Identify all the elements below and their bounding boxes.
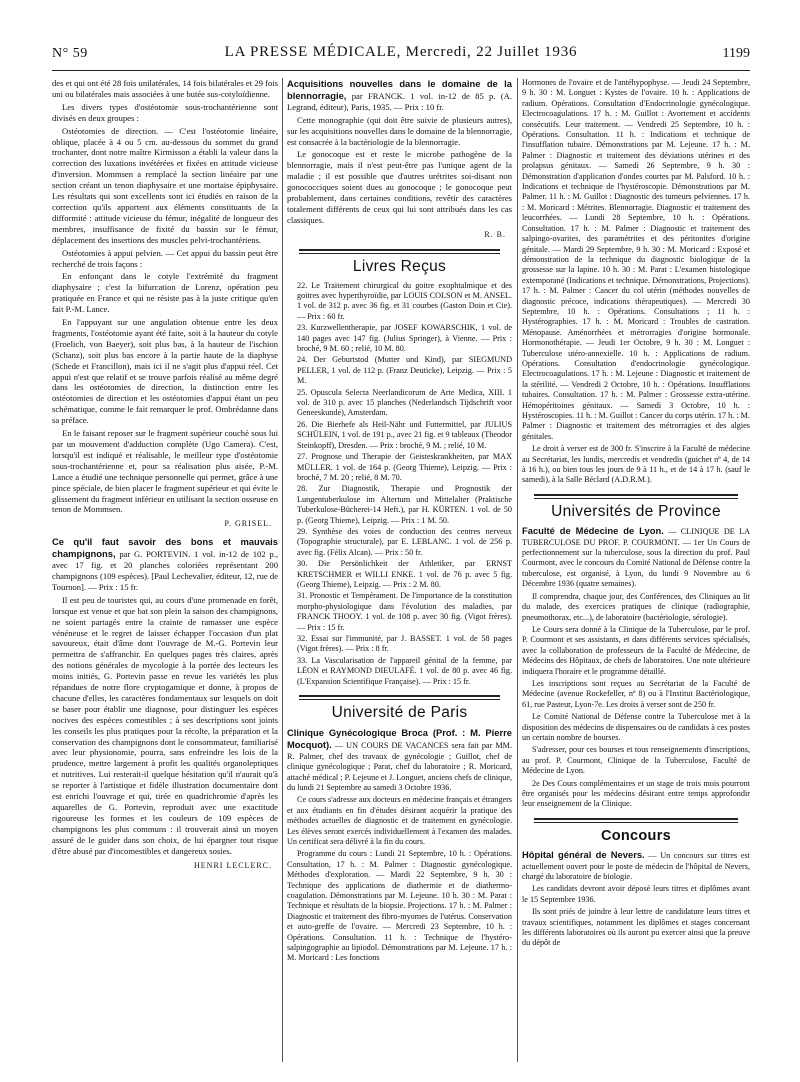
clinic-text: — UN COURS DE VACANCES sera fait par MM. R. Palmer, chef des travaux de gynécologie ; Guillot, chef de clinique gynécologique ; Parat, chef du laboratoire ; R. Moricard, attaché médical ; P. Lejeune et J. Longuet, anciens chefs de clinique, du lundi 21 Septembre au samedi 3 Octobre 1936. — [287, 741, 512, 792]
body-paragraph: Ostéotomies à appui pelvien. — Cet appui du bassin peut être recherché de trois façons : — [52, 247, 278, 269]
column-2 — [287, 78, 512, 1074]
body-paragraph: Il comprendra, chaque jour, des Conférences, des Cliniques au lit du malade, des exercices pratiques de clinique (radiographie, pneumothorax, etc...), de laboratoire (bactériologie, sérologie). — [522, 591, 750, 622]
body-paragraph: En enfonçant dans le cotyle l'extrémité du fragment diaphysaire ; c'est la bifurcation de Lorenz, opération peu pratiquée en France et qui ne résiste pas à la juste critique qu'en fait P.-M. Lance. — [52, 271, 278, 315]
book-entry: 26. Die Bierhefe als Heil-Nähr und Futtermittel, par JULIUS SCHÜLEIN, 1 vol. de 191 p., avec 21 fig. et 9 tableaux (Theodor Steinkopff), Dresden. — Prix : broché, 9 M. ; relié, 10 M. — [297, 419, 512, 450]
section-rule — [299, 249, 500, 254]
column-divider — [517, 78, 518, 1062]
book-entry: 24. Der Geburtstod (Mutter und Kind), par SIEGMUND PELLER, 1 vol. de 112 p. (Franz Deuticke), Leipzig. — Prix : 5 M. — [297, 355, 512, 386]
books-list — [287, 281, 512, 687]
journal-title: LA PRESSE MÉDICALE, Mercredi, 22 Juillet 1936 — [224, 44, 578, 60]
body-paragraph: des et qui ont été 28 fois unilatérales, 14 fois bilatérales et 29 fois uni ou bilatérales mais associées à une butée sus-cotyloïdienne. — [52, 78, 278, 99]
signature: R. B. — [484, 229, 506, 239]
body-paragraph: Il est peu de touristes qui, au cours d'une promenade en forêt, lorsque est venue et que bat son plein la saison des champignons, ne soient partagés entre la crainte de ramasser une espèce vénéneuse et le regret de laisser échapper l'occasion d'un plat savoureux, était d'âme dont l'ouvrage de M.-G. Portevin leur permettra de s'affranchir. En quelques pages très claires, après des notions générales de mycologie à la portée des lecteurs les moins initiés, G. Portevin passe en revue les variétés les plus répandues de notre flore cryptogamique et donne, à propos de chacune d'elles, les caractères fondamentaux sur lesquels on doit se baser pour établir une diagnose, pour distinguer les espèces nocives des espèces comestibles ; à ses descriptions sont joints les conseils les plus pratiques pour la récolte, la préparation et la conservation des champignons dont le consommateur, familiarisé avec leur physionomie, pourra, sans enfreindre les lois de la prudence, mettre largement à profit les qualités organoleptiques et nutritives. Lui resterait-il quelque hésitation qu'il n'aurait qu'à se reporter à l'artistique et fidèle illustration documentaire dont est enrichi l'ouvrage et qui, tirée en quadrichromie d'après les aquarelles de G. Portevin, reproduit avec une exactitude rigoureuse les formes et les couleurs de 109 espèces de champignons les plus communs : il trouverait ainsi un moyen assuré de le guider dans son choix, de lui épargner tout risque d'être abusé par d'incomestibles et dangereux sosies. — [52, 594, 278, 856]
body-paragraph: En le faisant reposer sur le fragment supérieur couché sous lui par un mouvement d'adduction complète (Ugo Camera). C'est, lorsqu'il est indiqué et réalisable, le meilleur type d'ostéotomie sous-trochantérienne et, pour sa réalisation plus aisée, P.-M. Lance a étudié une technique personnelle qui permet, grâce à une pince spéciale, de bien placer le fragment supérieur et qui évite le glissement du fragment inférieur en utilisant la section osseuse en tenon de Mommsen. — [52, 428, 278, 515]
faculty-announcement — [522, 525, 750, 589]
issue-number: N° 59 — [52, 46, 88, 61]
page-header — [52, 44, 750, 71]
book-entry: 23. Kurzwellentherapie, par JOSEF KOWARSCHIK, 1 vol. de 140 pages avec 147 fig. (Julius Springer), à Vienne. — Prix : broché, 9 M. 60 ; relié, 10 M. 80. — [297, 323, 512, 354]
review-reference: par G. PORTEVIN. 1 vol. in-12 de 102 p., avec 17 fig. et 20 planches coloriées représentant 200 champignons (109 espèces). [Paul Lechevalier, éditeur, 12, rue de Tournon]. — Prix : 15 fr. — [52, 549, 278, 592]
body-paragraph: 2e Des Cours complémentaires et un stage de trois mois pourront être organisés pour les médecins désirant entre temps approfondir leur enseignement de la Clinique. — [522, 778, 750, 809]
book-entry: 28. Zur Diagnostik, Therapie und Prognostik der Lungentuberkulose im Altertum und Mittelalter (Praktische Tuberkulose-Bücherei-14 Heft.), par H. KÜRTEN. 1 vol. de 50 p. (Georg Thieme), Leipzig. — Prix : 1 M. 50. — [297, 484, 512, 525]
body-paragraph: Hormones de l'ovaire et de l'antéhypophyse. — Jeudi 24 Septembre, 9 h. 30 : M. Longuet : Kystes de l'ovaire. 10 h. : Applications de radium. Opérations. Consultation d'Endocrinologie gynécologique. Electrocoagulations. 17 h. : M. Guillot : Avortement et accidents consécutifs. Leur traitement. — Vendredi 25 Septembre, 10 h. : Opérations. Consultation. 11 h. : Indications et technique de l'insufflation tubaire. Démonstrations par M. Lejeune. 17 h. : M. Palmer : Diagnostic et traitement des déviations utérines et des prolapsus génitaux. — Samedi 26 Septembre, 9 h. 30 : Démonstration d'application d'ondes courtes par M. Palsford. 10 h. : Indications et technique de l'hystéroscopie. Démonstrations par M. Palmer. 11 h. : M. Guillot : Diagnostic des tumeurs pelviennes. 17 h. : M. Moricard : Métrites. Blennorragie. Diagnostic et traitement des leucorrhées. — Lundi 28 Septembre, 10 h. : Opérations. Consultation. 17 h. : M. Palmer : Diagnostic et traitement des salpingo-ovarites, des paramétrites et des péritonites d'origine génitale. — Mardi 29 Septembre, 9 h. 30 : M. Moricard : Exposé et démonstration de la technique du diagnostic biologique de la grossesse sur la lapine. 10 h. 30 : M. Parat : L'examen histologique extemporané (Indications et technique. Démonstrations, Projections). 17 h. : M. Palmer : Cancer du col utérin (méthodes nouvelles de diagnostic précoce, indications thérapeutiques). — Mercredi 30 Septembre, 10 h. : Opérations. Consultations ; 11 h. : Hystérographies. 17 h. : M. Moricard : Troubles de castration. Ménopause. Aménorrhées et métrorragies d'origine hormonale. Hormonothérapie. — Jeudi 1er Octobre, 9 h. 30 : M. Longuet : Tuberculose utéro-annexielle. 10 h. : Applications de radium. Opérations. Consultation d'endocrinologie gynécologique. Electrocoagulations. 17 h. : M. Lejeune : Diagnostic et traitement de la stérilité. — Vendredi 2 Octobre, 10 h. : Opérations. Insufflations tubaires. Consultation. 17 h. : M. Palmer : Grossesse extra-utérine. Hémopéritoines génitaux. — Samedi 3 Octobre, 10 h. : Hystéroscopies. 11 h. : M. Guillot : Cancer du corps utérin. 17 h. : M. Palmer : Diagnostic et traitement des métrorragies et des algies génitales. — [522, 78, 750, 441]
section-rule — [534, 818, 738, 823]
clinic-heading: Clinique Gynécologique Broca (Prof. : M. Pierre Mocquot). — [287, 726, 512, 751]
body-paragraph: S'adresser, pour ces bourses et tous renseignements d'inscriptions, au prof. P. Courmont, Clinique de la Tuberculose, Faculté de Médecine de Lyon. — [522, 745, 750, 776]
column-1 — [52, 78, 278, 1074]
signature: HENRI LECLERC. — [194, 860, 272, 870]
column-divider — [282, 78, 283, 1062]
faculty-heading: Faculté de Médecine de Lyon. — [522, 525, 664, 537]
book-entry: 22. Le Traitement chirurgical du goitre exophtalmique et des goitres avec hyperthyroïdie, par LOUIS COLSON et M. ANSEL. 1 vol. de 312 p. avec 36 fig. et 31 courbes (Gaston Doin et Cie). — Prix : 60 fr. — [297, 280, 512, 321]
review-reference: par FRANCK. 1 vol. in-12 de 85 p. (A. Legrand, éditeur), Paris, 1935. — Prix : 10 fr. — [287, 90, 512, 112]
book-entry: 29. Synthèse des voies de conduction des centres nerveux (Topographie structurale), par E. LEBLANC. 1 vol. de 256 p. avec fig. (Félix Alcan). — Prix : 50 fr. — [297, 526, 512, 557]
body-paragraph: Le Cours sera donné à la Clinique de la Tuberculose, par le prof. P. Courmont et ses assistants, et dans différents services spécialisés, avec la collaboration de professeurs de la Faculté de Médecine, de Médecins des Hôpitaux, de chefs de laboratoires. Une note ultérieure indiquera l'horaire et le programme détaillé. — [522, 624, 750, 676]
book-entry: 31. Pronostic et Tempérament. De l'importance de la constitution morpho-physiologique dans l'évolution des maladies, par FRANCK THOOY. 1 vol. de 108 p. avec 30 fig. (Vigot frères). — Prix : 15 fr. — [297, 591, 512, 632]
body-paragraph: En l'appuyant sur une angulation obtenue entre les deux fragments, l'ostéotomie ayant été faite, soit à la hauteur du cotyle (Froelich, von Baeyer), soit plus bas, à la hauteur de l'ischion (Schanz), soit plus bas encore à la partie haute de la diaphyse (Schede et Francillon), mais ici il ne s'agit plus d'appui réel. Cet appui n'est que relatif et se trouve parfois réalisé au même degré dans les ostéotomies de direction, la distinction entre les ostéotomies de direction et les ostéotomies d'appui étant un peu schématique, comme le fait remarquer le prof. Ombrédanne dans sa préface. — [52, 317, 278, 426]
concours-text: — Un concours sur titres est actuellement ouvert pour le poste de médecin de l'hôpital de Nevers, chargé du laboratoire de biologie. — [522, 851, 750, 882]
body-paragraph: Les divers types d'ostéotomie sous-trochantérienne sont divisés en deux groupes : — [52, 101, 278, 123]
review-title: Ce qu'il faut savoir des bons et mauvais champignons, — [52, 536, 278, 560]
review-heading — [52, 536, 278, 593]
section-title: Universités de Province — [551, 502, 721, 520]
book-entry: 32. Essai sur l'immunité, par J. BASSET. 1 vol. de 58 pages (Vigot frères). — Prix : 8 fr. — [297, 634, 512, 654]
body-paragraph: Cette monographie (qui doit être suivie de plusieurs autres), sur les acquisitions nouvelles dans le domaine de la blennorragie, est consacrée à la bactériologie de la blennorragie. — [287, 114, 512, 147]
section-rule — [299, 695, 500, 700]
column-3 — [522, 78, 750, 1074]
clinic-announcement — [287, 727, 512, 793]
concours-heading: Hôpital général de Nevers. — [522, 849, 645, 861]
section-title: Concours — [600, 827, 672, 844]
book-entry: 33. La Vascularisation de l'appareil génital de la femme, par LÉON et RAYMOND DIEULAFÉ. 1 vol. de 80 p. avec 46 fig. (L'Expansion Scientifique Française). — Prix : 15 fr. — [297, 655, 512, 686]
signature: P. GRISEL. — [224, 519, 272, 529]
body-paragraph: Programme du cours : Lundi 21 Septembre, 10 h. : Opérations. Consultation, 17 h. : M. Palmer : Diagnostic gynécologique. Méthodes d'exploration. — Mardi 22 Septembre, 9 h. 30 : Technique des applications de diathermie et de diathermo-coagulation. Démonstrations par M. Lejeune. 10 h. 30 : M. Parat : Technique et résultats de la biopsie. Projections. 17 h. : M. Palmer : Diagnostic et traitement des fibro-myomes de l'utérus. Conservation et auto-greffe de l'ovaire. — Mercredi 23 Septembre, 10 h. : Opérations. Consultation. 11 h. : Technique de l'hystéro-salpingographie au lipiodol. Démonstrations par M. Lejeune. 17 h. : M. Moricard : Les fonctions — [287, 849, 512, 963]
book-entry: 27. Prognose und Therapie der Geisteskrankheiten, par MAX MÜLLER. 1 vol. de 164 p. (Georg Thieme), Leipzig. — Prix : broché, 7 M. 20 ; relié, 8 M. 70. — [297, 452, 512, 482]
body-paragraph: Les candidats devront avoir déposé leurs titres et diplômes avant le 15 Septembre 1936. — [522, 884, 750, 904]
body-paragraph: Ils sont priés de joindre à leur lettre de candidature leurs titres et travaux scientifiques, notamment les diplômes et stages concernant les différents laboratoires où ils auront pu exercer ainsi que la preuve du dépôt de — [522, 907, 750, 948]
review-heading — [287, 78, 512, 113]
book-entry: 25. Opuscula Selecta Neerlandicorum de Arte Medica, XIII. 1 vol. de 310 p. avec 15 planches (Nederlandsch Tijdschrift voor Geneeskunde), Amsterdam. — [297, 387, 512, 418]
concours-announcement — [522, 849, 750, 882]
section-title: Livres Reçus — [352, 257, 447, 275]
body-paragraph: Le gonocoque est et reste le microbe pathogène de la blennorragie, mais il n'est peut-être pas l'unique agent de la maladie ; il est possible que d'autres urétrites soi-disant non gonococciques soient dues au gonocoque ; le gonocoque peut probablement, dans certaines conditions, revêtir des caractères totalement différents de ceux qui lui sont attribués dans les cas classiques. — [287, 149, 512, 225]
body-paragraph: Le Comité National de Défense contre la Tuberculose met à la disposition des médecins de dispensaires ou de candidats à ces postes un certain nombre de bourses. — [522, 712, 750, 742]
book-entry: 30. Die Persönlichkeit der Athletiker, par ERNST KRETSCHMER et WILLI ENKE. 1 vol. de 76 p. avec 5 fig. (Georg Thieme), Leipzig. — Prix : 2 M. 80. — [297, 559, 512, 589]
body-paragraph: Les inscriptions sont reçues au Secrétariat de la Faculté de Médecine (avenue Rockefeller, nº 8) ou à l'Institut Bactériologique, 61, rue Pasteur, Lyon-7e. Les droits à verser sont de 250 fr. — [522, 678, 750, 709]
body-paragraph: Le droit à verser est de 300 fr. S'inscrire à la Faculté de médecine au Secrétariat, les lundis, mercredis et vendredis (guichet nº 4, de 14 à 16 h.), ou bien tous les jours de 9 à 11 h., et de 14 à 17 h. (sauf le samedi), à la Salle Béclard (A.D.R.M.). — [522, 444, 750, 485]
faculty-text: — CLINIQUE DE LA TUBERCULOSE DU PROF. P. COURMONT. — 1er Un Cours de perfectionnement sur la tuberculose, sous la direction du prof. Paul Courmont, avec le concours du Comité National de Défense contre la tuberculose, est organisé, à Lyon, du lundi 9 Novembre au 6 Décembre 1936 (quatre semaines). — [522, 527, 750, 589]
body-paragraph: Ce cours s'adresse aux docteurs en médecine français et étrangers et aux étudiants en fin d'études désirant acquérir la pratique des méthodes actuelles de diagnostic et de traitement en gynécologie. Les élèves seront exercés individuellement à l'examen des malades. Un certificat sera délivré à la fin du cours. — [287, 795, 512, 846]
section-title: Université de Paris — [331, 704, 468, 722]
section-rule — [534, 494, 738, 499]
page-number: 1199 — [722, 46, 750, 61]
body-paragraph: Ostéotomies de direction. — C'est l'ostéotomie linéaire, oblique, placée à 4 ou 5 cm. au-dessous du sommet du grand trochanter, dont notre maître Kirmisson a établi la valeur dans la correction des luxations invétérées et fixées en attitude vicieuse d'inversion. Mommsen a remplacé la section linéaire par une section créant un tenon diaphysaire et une mortaise épiphysaire. Les résultats qui sont excellents sont ici étudiés en raison de la correction qu'ils apportent aux éléments constituants de la difformité : attitude vicieuse du fémur, inégalité de longueur des membres, insuffisance de fixité du bassin sur le fémur, déplacement des insertions des muscles pelvi-trochantériens. — [52, 125, 278, 245]
review-title: Acquisitions nouvelles dans le domaine de la blennorragie, — [287, 78, 512, 101]
